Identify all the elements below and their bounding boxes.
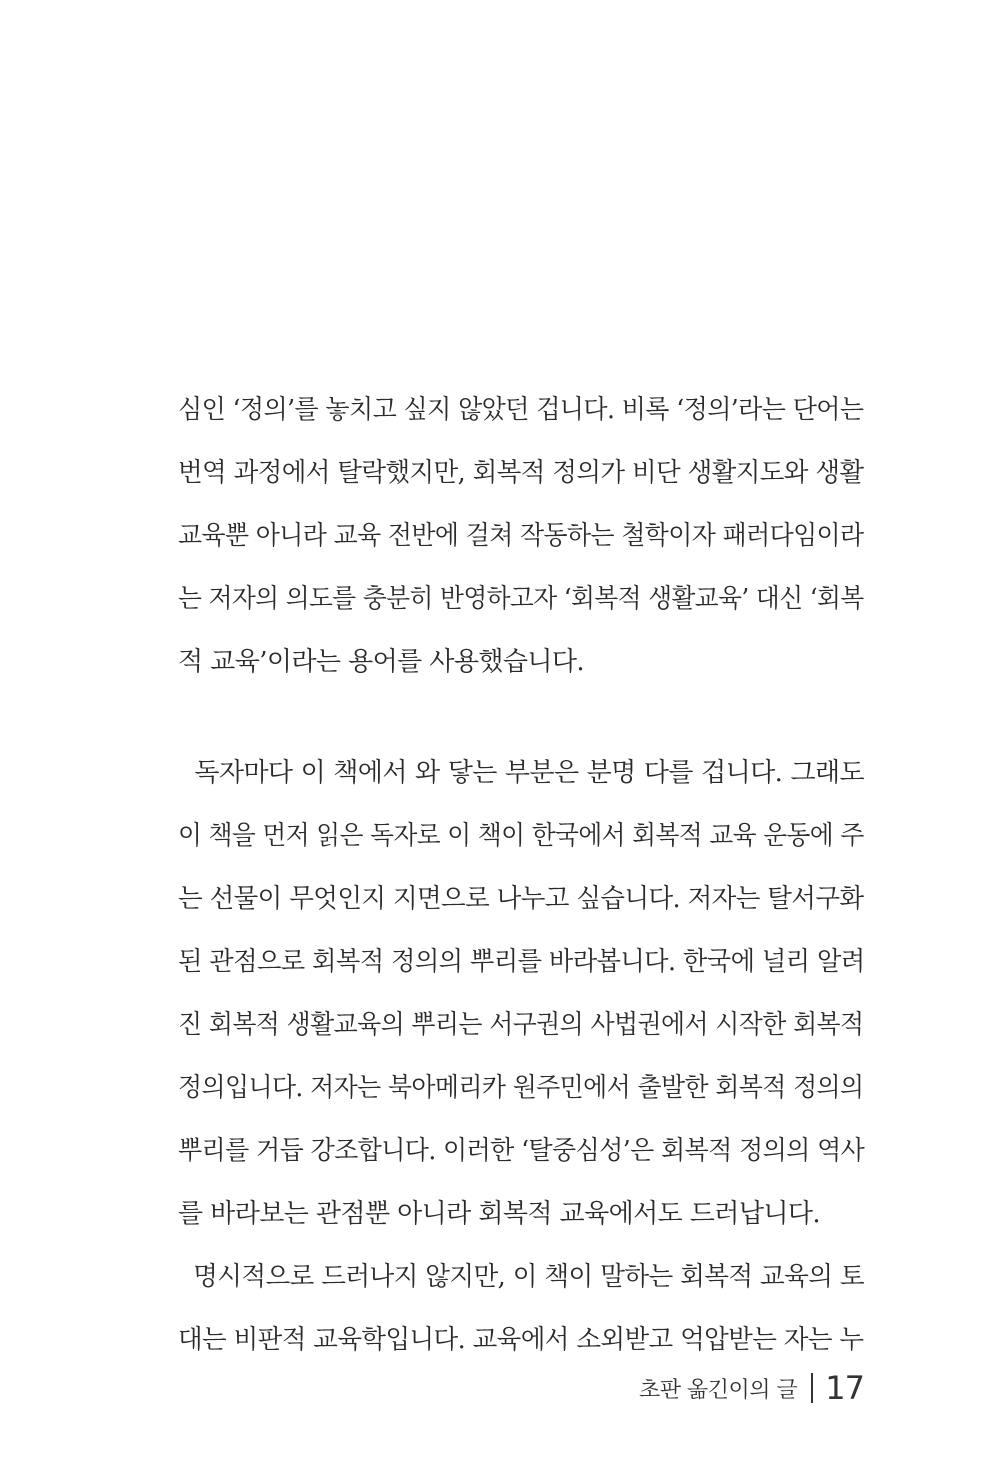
- text-line: 는 선물이 무엇인지 지면으로 나누고 싶습니다. 저자는 탈서구화: [178, 884, 864, 914]
- text-line: 번역 과정에서 탈락했지만, 회복적 정의가 비단 생활지도와 생활: [178, 458, 864, 488]
- text-line: 진 회복적 생활교육의 뿌리는 서구권의 사법권에서 시작한 회복적: [178, 1010, 864, 1040]
- section-title: 초판 옮긴이의 글: [639, 1377, 798, 1403]
- text-line: 대는 비판적 교육학입니다. 교육에서 소외받고 억압받는 자는 누: [178, 1325, 864, 1355]
- text-line: 정의입니다. 저자는 북아메리카 원주민에서 출발한 회복적 정의의: [178, 1073, 864, 1103]
- text-line: 뿌리를 거듭 강조합니다. 이러한 ‘탈중심성’은 회복적 정의의 역사: [178, 1136, 865, 1166]
- text-line: 독자마다 이 책에서 와 닿는 부분은 분명 다를 겁니다. 그래도: [178, 758, 864, 788]
- text-line: 이 책을 먼저 읽은 독자로 이 책이 한국에서 회복적 교육 운동에 주: [178, 821, 864, 851]
- page-footer: [639, 1368, 864, 1408]
- text-line: 명시적으로 드러나지 않지만, 이 책이 말하는 회복적 교육의 토: [178, 1262, 865, 1292]
- text-line: 를 바라보는 관점뿐 아니라 회복적 교육에서도 드러납니다.: [178, 1199, 821, 1229]
- text-line: 는 저자의 의도를 충분히 반영하고자 ‘회복적 생활교육’ 대신 ‘회복: [178, 584, 864, 614]
- page-number: 17: [825, 1369, 864, 1407]
- footer-divider: [811, 1373, 813, 1403]
- text-line: 된 관점으로 회복적 정의의 뿌리를 바라봅니다. 한국에 널리 알려: [178, 947, 865, 977]
- text-line: 심인 ‘정의’를 놓치고 싶지 않았던 겁니다. 비록 ‘정의’라는 단어는: [178, 395, 864, 425]
- text-line: 교육뿐 아니라 교육 전반에 걸쳐 작동하는 철학이자 패러다임이라: [178, 521, 864, 551]
- text-line: 적 교육’이라는 용어를 사용했습니다.: [178, 647, 585, 677]
